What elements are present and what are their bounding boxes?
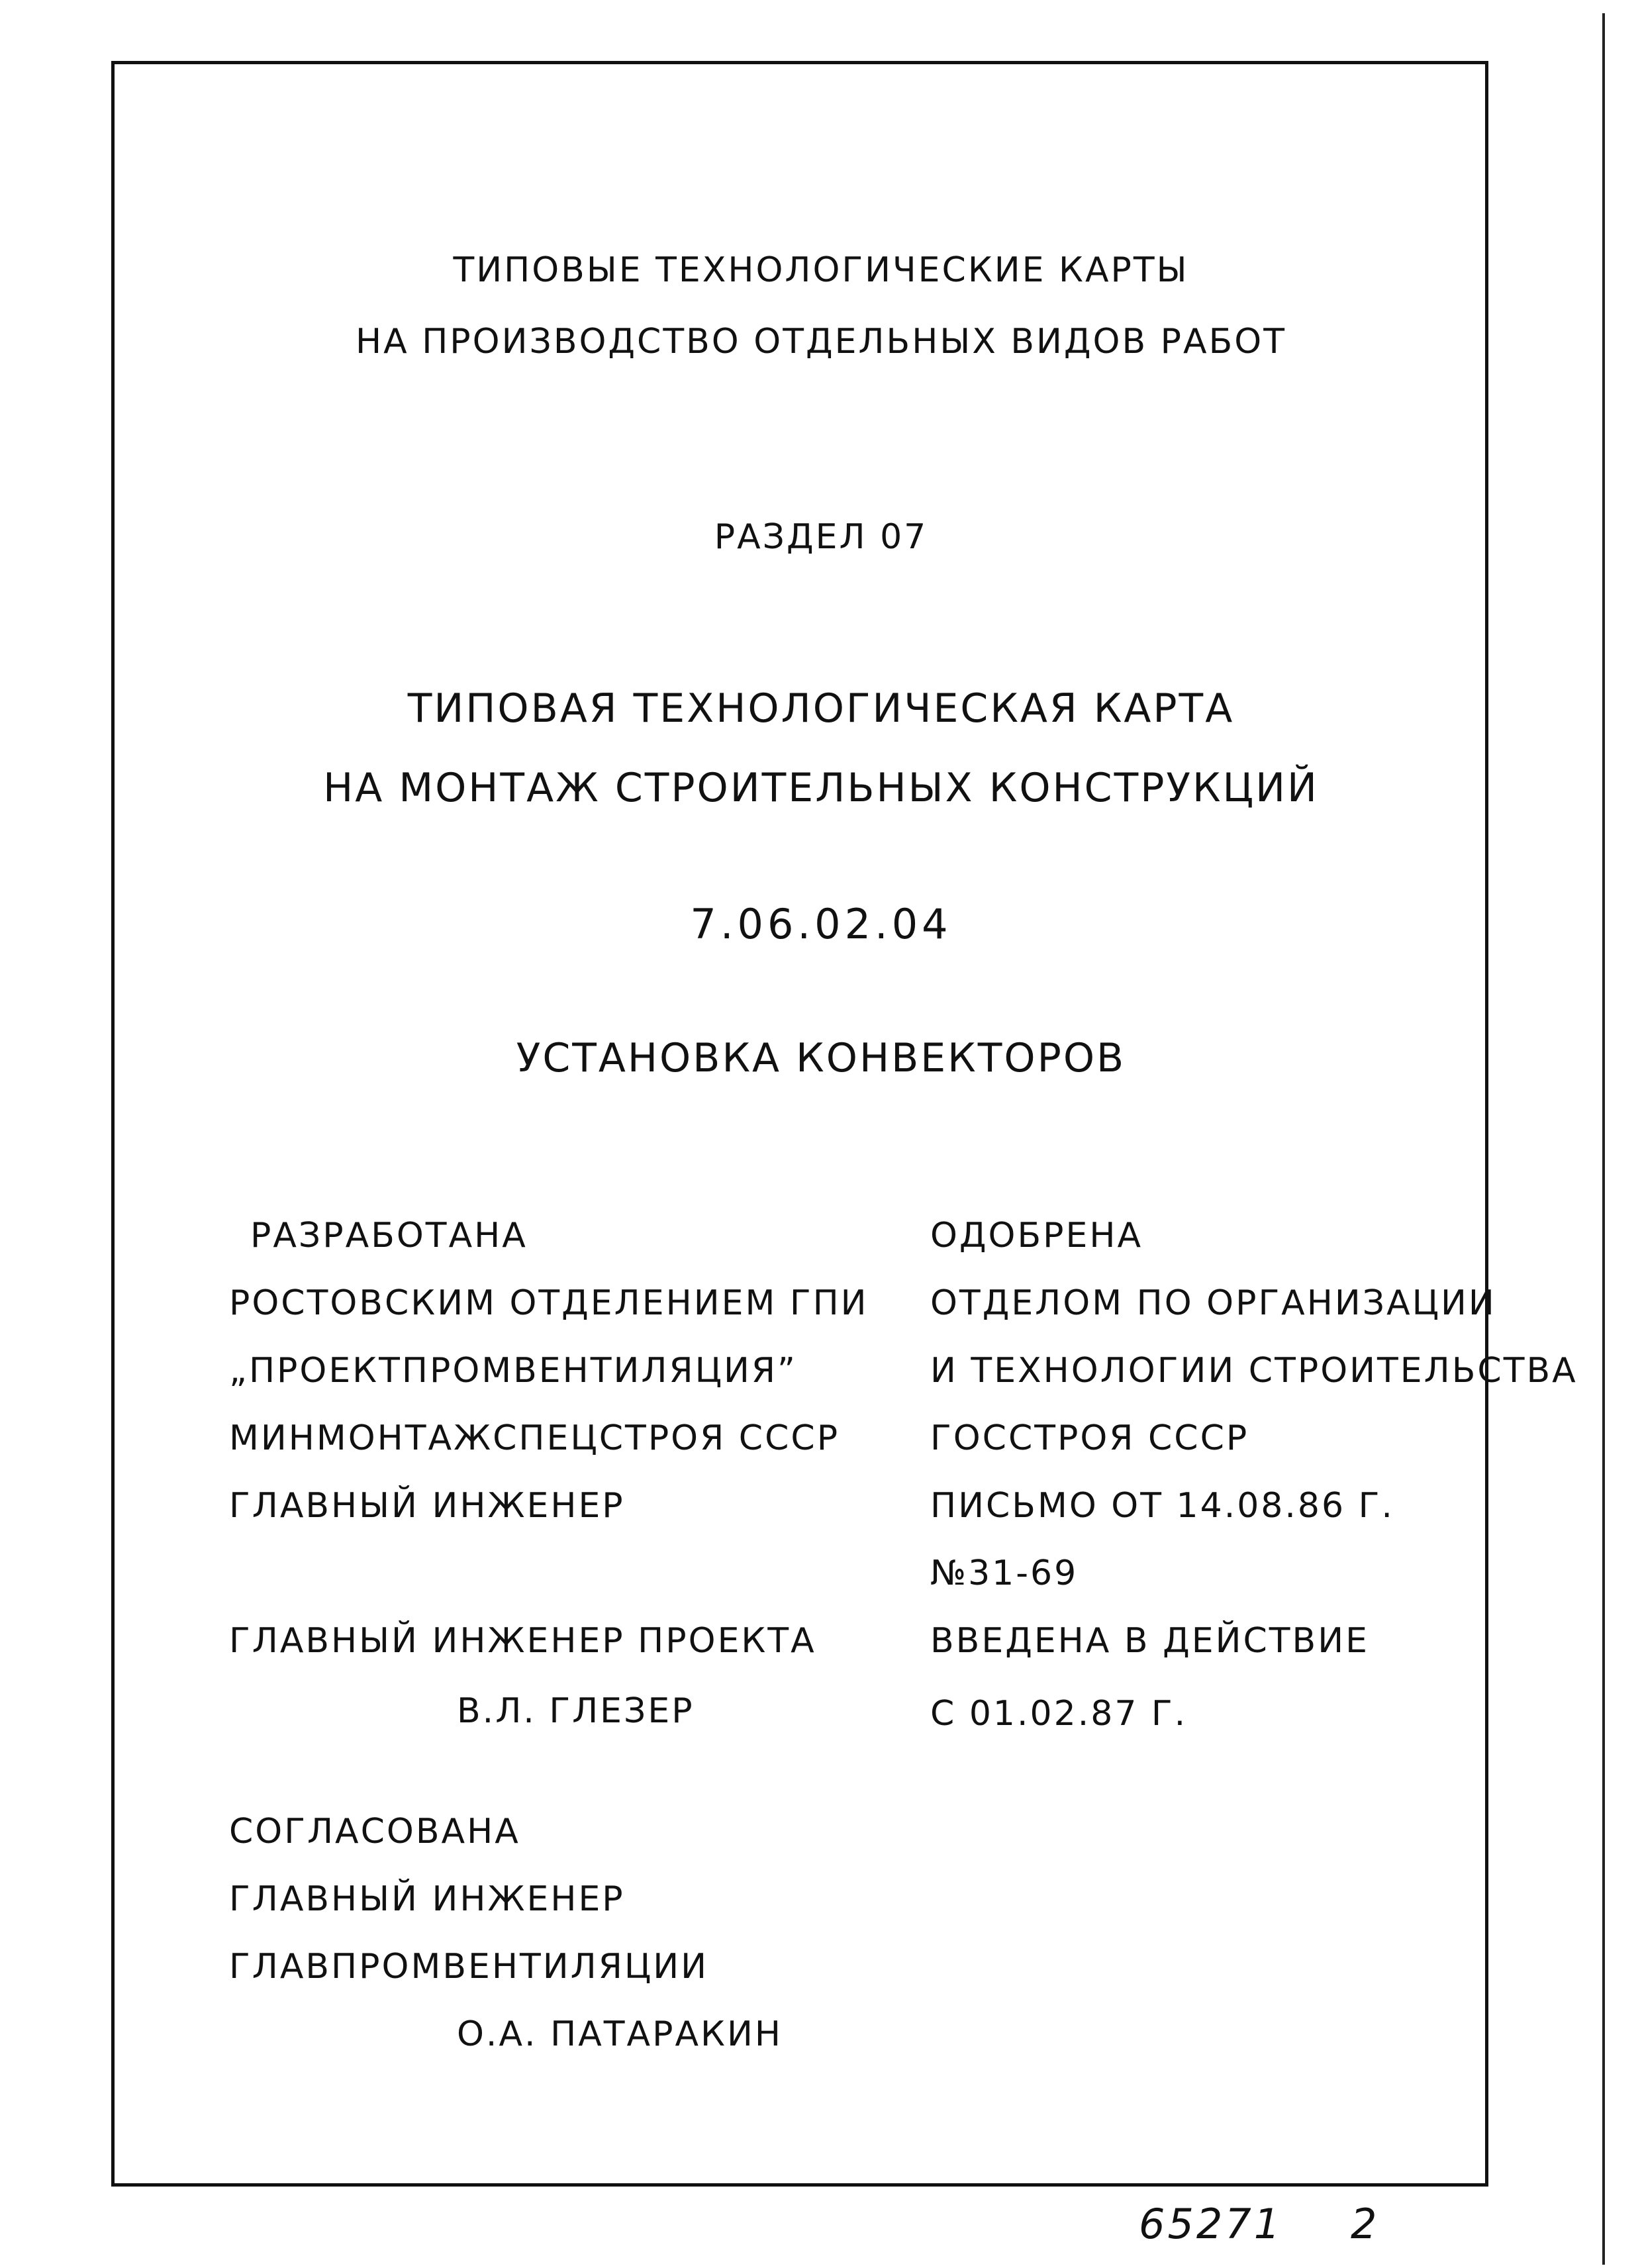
header-line-2: НА ПРОИЗВОДСТВО ОТДЕЛЬНЫХ ВИДОВ РАБОТ xyxy=(356,322,1286,362)
page-number: 2 xyxy=(1351,2200,1380,2248)
project-chief-engineer-name: В.Л. ГЛЕЗЕР xyxy=(457,1691,695,1731)
header-line-1: ТИПОВЫЕ ТЕХНОЛОГИЧЕСКИЕ КАРТЫ xyxy=(453,250,1189,290)
sheet-frame xyxy=(111,61,1488,2187)
approved-org-line-1: ОТДЕЛОМ ПО ОРГАНИЗАЦИИ xyxy=(930,1283,1496,1323)
doc-number: 65271 xyxy=(1139,2200,1283,2248)
section-label: РАЗДЕЛ 07 xyxy=(714,517,928,557)
developed-chief-engineer: ГЛАВНЫЙ ИНЖЕНЕР xyxy=(229,1486,625,1526)
developed-heading: РАЗРАБОТАНА xyxy=(250,1216,528,1256)
approved-effective-date: С 01.02.87 Г. xyxy=(930,1694,1188,1734)
approved-letter-number: №31-69 xyxy=(930,1553,1079,1593)
approved-letter: ПИСЬМО ОТ 14.08.86 Г. xyxy=(930,1486,1394,1526)
card-title-line-1: ТИПОВАЯ ТЕХНОЛОГИЧЕСКАЯ КАРТА xyxy=(407,685,1235,732)
agreed-heading: СОГЛАСОВАНА xyxy=(229,1812,520,1851)
developed-org-line-1: РОСТОВСКИМ ОТДЕЛЕНИЕМ ГПИ xyxy=(229,1283,869,1323)
card-subject: УСТАНОВКА КОНВЕКТОРОВ xyxy=(516,1035,1126,1081)
developed-org-line-3: МИНМОНТАЖСПЕЦСТРОЯ СССР xyxy=(229,1418,840,1458)
agreed-name: О.А. ПАТАРАКИН xyxy=(457,2014,783,2054)
approved-heading: ОДОБРЕНА xyxy=(930,1216,1143,1256)
card-title-line-2: НА МОНТАЖ СТРОИТЕЛЬНЫХ КОНСТРУКЦИЙ xyxy=(323,765,1319,811)
approved-org-line-2: И ТЕХНОЛОГИИ СТРОИТЕЛЬСТВА xyxy=(930,1351,1578,1391)
agreed-role: ГЛАВНЫЙ ИНЖЕНЕР xyxy=(229,1879,625,1919)
approved-org-line-3: ГОССТРОЯ СССР xyxy=(930,1418,1249,1458)
project-chief-engineer: ГЛАВНЫЙ ИНЖЕНЕР ПРОЕКТА xyxy=(229,1621,816,1661)
approved-effective: ВВЕДЕНА В ДЕЙСТВИЕ xyxy=(930,1621,1369,1661)
card-code: 7.06.02.04 xyxy=(690,900,952,948)
developed-org-line-2: „ПРОЕКТПРОМВЕНТИЛЯЦИЯ” xyxy=(229,1351,797,1391)
agreed-org: ГЛАВПРОМВЕНТИЛЯЦИИ xyxy=(229,1947,709,1987)
